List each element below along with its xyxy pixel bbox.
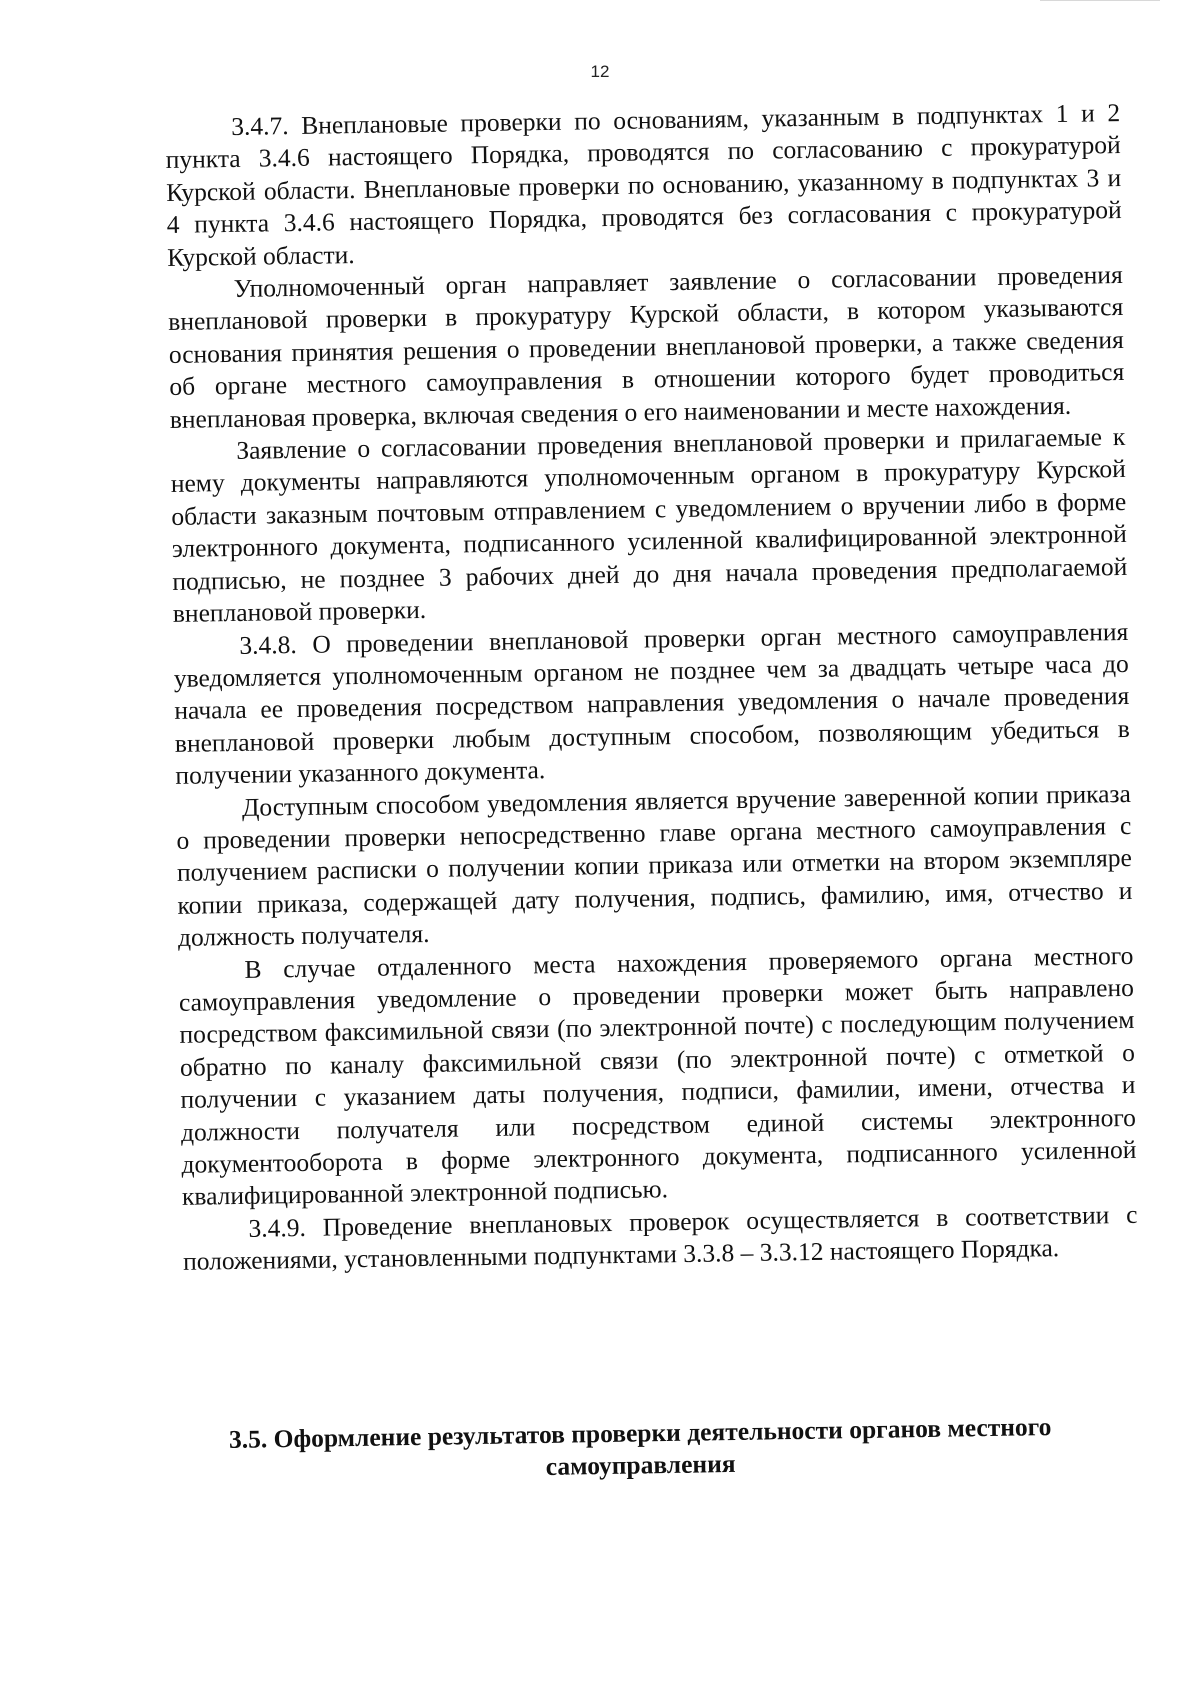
paragraph-3-4-9: 3.4.9. Проведение внеплановых проверок осуществляется в соответствии с положениями, установленными подпунктами 3.3.8 – 3.3.12 настоящего Порядка. [182, 1199, 1138, 1277]
scan-edge-mark [1040, 0, 1160, 7]
paragraph-approval-documents: Заявление о согласовании проведения внеплановой проверки и прилагаемые к нему документы направляются уполномоченным органом в прокуратуру Курской области заказным почтовым отправлением с уведомлением о вручении либо в форме электронного документа, подписанного усиленной квалифицированной электронной подписью, не позднее 3 рабочих дней до дня начала проведения предполагаемой внеплановой проверки. [170, 422, 1128, 629]
section-heading-3-5 [160, 1410, 1121, 1489]
document-body [165, 97, 1138, 1278]
section-heading-line-1: 3.5. Оформление результатов проверки деятельности органов местного [228, 1412, 1052, 1454]
paragraph-remote-notification: В случае отдаленного места нахождения проверяемого органа местного самоуправления уведомление о проведении проверки может быть направлено посредством факсимильной связи (по электронной почте) с последующим получением обратно по каналу факсимильной связи (по электронной почте) с отметкой о получении с указанием даты получения, подписи, фамилии, имени, отчества и должности получателя или посредством единой системы электронного документооборота в форме электронного документа, подписанного усиленной квалифицированной электронной подписью. [178, 940, 1137, 1212]
paragraph-3-4-7: 3.4.7. Внеплановые проверки по основаниям, указанным в подпунктах 1 и 2 пункта 3.4.6 настоящего Порядка, проводятся по согласованию с прокуратурой Курской области. Внеплановые проверки по основанию, указанному в подпунктах 3 и 4 пункта 3.4.6 настоящего Порядка, проводятся без согласования с прокуратурой Курской области. [165, 97, 1122, 272]
paragraph-notification-method: Доступным способом уведомления является вручение заверенной копии приказа о проведении проверки непосредственно главе органа местного самоуправления с получением расписки о получении копии приказа или отметки на втором экземпляре копии приказа, содержащей дату получения, подпись, фамилию, имя, отчество и должность получателя. [176, 778, 1133, 953]
paragraph-request-approval: Уполномоченный орган направляет заявление о согласовании проведения внеплановой проверки в прокуратуру Курской области, в котором указываются основания принятия решения о проведении внеплановой проверки, а также сведения об органе местного самоуправления в отношении которого будет проводиться внеплановая проверка, включая сведения о его наименовании и месте нахождения. [168, 260, 1125, 434]
page-number: 12 [590, 62, 610, 81]
paragraph-3-4-8: 3.4.8. О проведении внеплановой проверки орган местного самоуправления уведомляется уполномоченным органом не позднее чем за двадцать четыре часа до начала ее проведения посредством направления уведомления о начале проведения внеплановой проверки любым доступным способом, позволяющим убедиться в получении указанного документа. [173, 616, 1131, 791]
section-heading-line-2: самоуправления [545, 1448, 736, 1481]
